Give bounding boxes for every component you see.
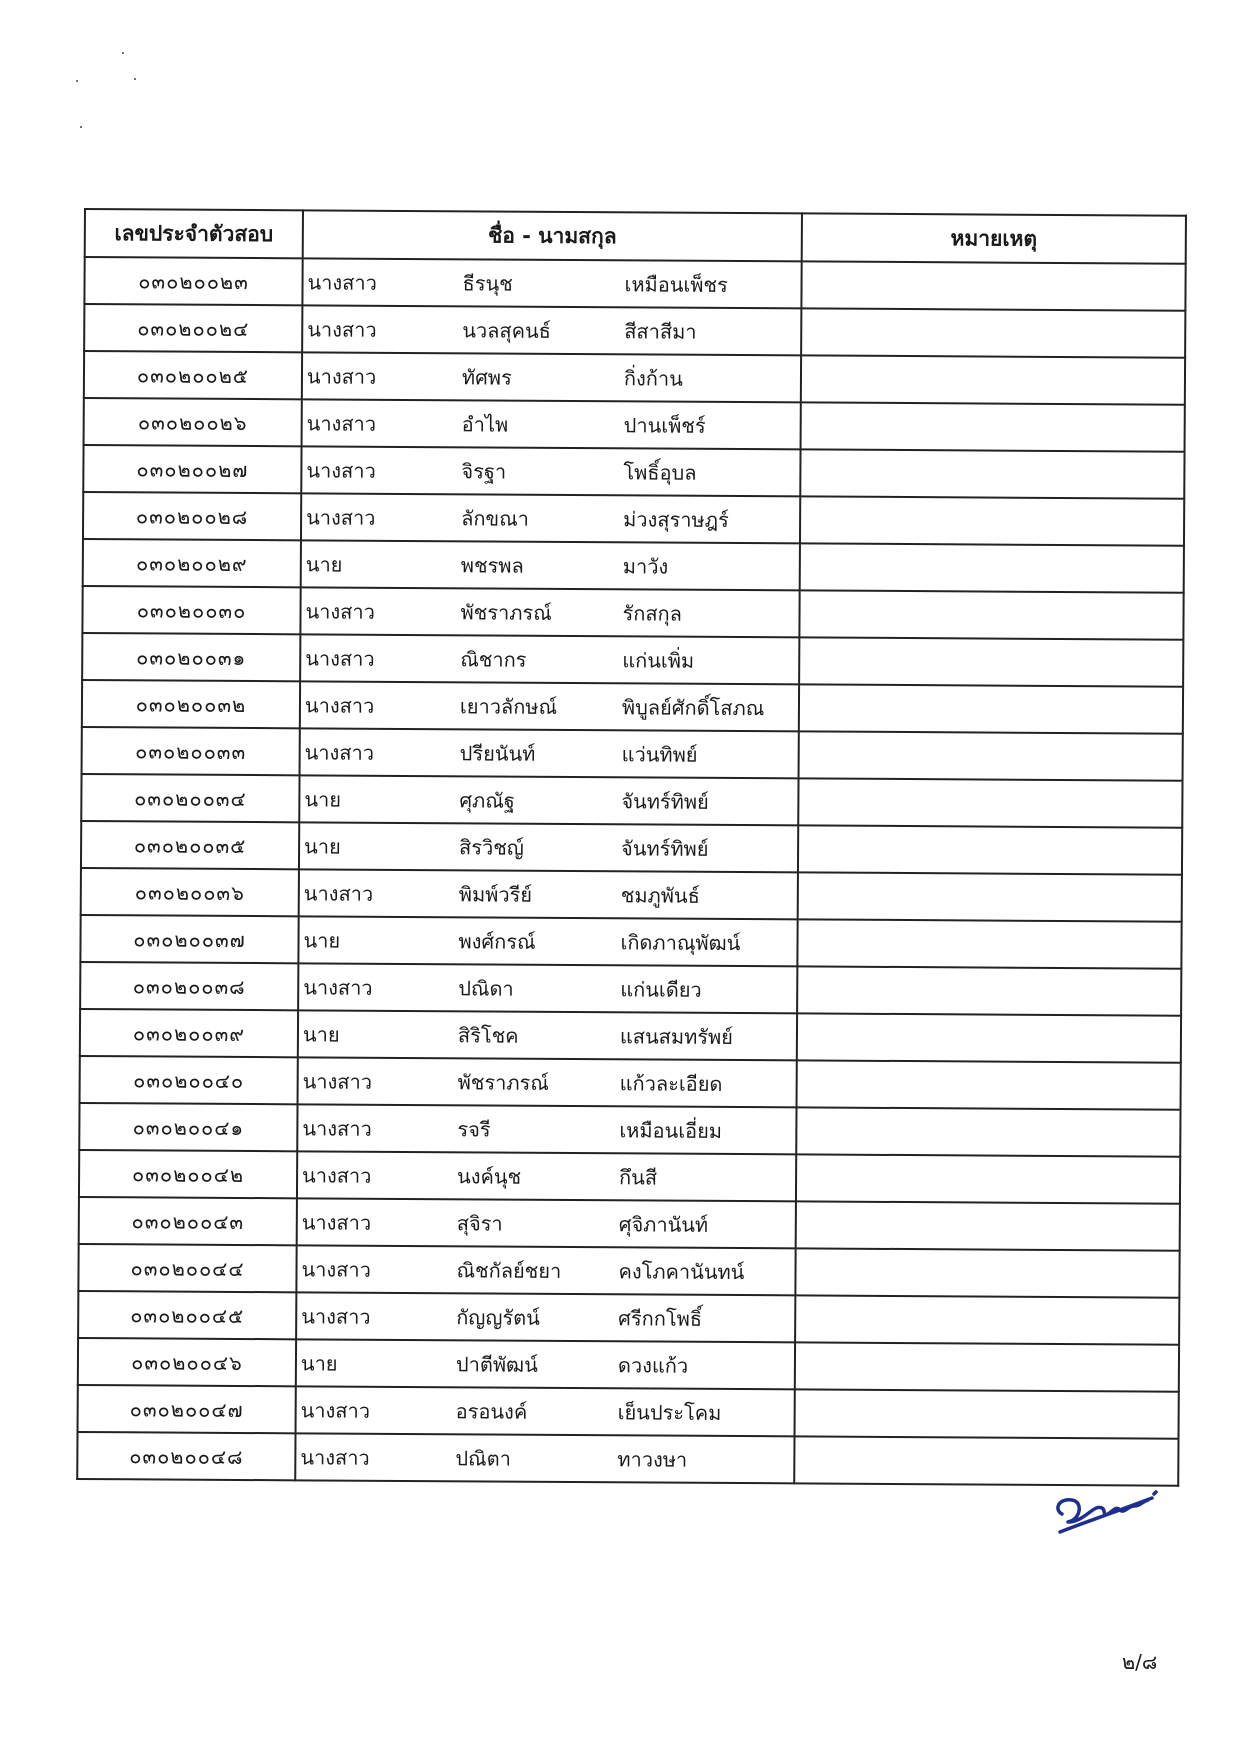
last-name: สีสาสีมา — [624, 318, 697, 344]
name-cell — [302, 305, 801, 355]
name-cell — [301, 446, 800, 496]
name-prefix: นาย — [304, 833, 341, 859]
first-name: พัชราภรณ์ — [457, 1069, 549, 1095]
table-header-row — [85, 209, 1186, 264]
first-name: เยาวลักษณ์ — [459, 693, 558, 719]
remarks-cell — [801, 402, 1185, 451]
name-prefix: นางสาว — [300, 1397, 371, 1423]
exam-id-cell: ๐๓๐๒๐๐๒๕ — [84, 351, 302, 399]
exam-id-cell: ๐๓๐๒๐๐๓๔ — [81, 774, 299, 822]
last-name: แว่นทิพย์ — [621, 741, 698, 767]
remarks-cell — [798, 825, 1182, 874]
table-row — [83, 539, 1184, 593]
first-name: ทัศพร — [461, 364, 512, 390]
remarks-cell — [794, 1436, 1178, 1485]
remarks-cell — [800, 543, 1184, 592]
name-prefix: นางสาว — [301, 1256, 371, 1282]
last-name: ปานเพ็ชร์ — [623, 412, 706, 438]
first-name: ธีรนุช — [462, 270, 513, 296]
table-row — [78, 1244, 1179, 1298]
remarks-cell — [796, 1107, 1180, 1156]
exam-id-cell: ๐๓๐๒๐๐๔๔ — [78, 1244, 296, 1292]
name-prefix: นางสาว — [307, 316, 377, 342]
name-cell — [297, 1198, 796, 1248]
exam-id-cell: ๐๓๐๒๐๐๒๗ — [83, 445, 301, 493]
table-row — [78, 1291, 1179, 1345]
first-name: สิริโชค — [457, 1022, 519, 1048]
table-row — [81, 774, 1182, 828]
name-prefix: นาย — [305, 551, 343, 577]
remarks-cell — [798, 872, 1182, 921]
table-row — [83, 492, 1184, 546]
name-cell — [296, 1292, 795, 1342]
exam-id-cell: ๐๓๐๒๐๐๔๒ — [79, 1150, 297, 1198]
name-prefix: นางสาว — [301, 1209, 372, 1235]
name-cell — [302, 399, 801, 449]
exam-id-cell: ๐๓๐๒๐๐๓๓ — [82, 727, 300, 775]
table-row — [84, 257, 1185, 311]
last-name: จันทร์ทิพย์ — [621, 835, 709, 861]
exam-id-cell: ๐๓๐๒๐๐๒๙ — [83, 539, 301, 587]
name-cell — [298, 916, 797, 966]
remarks-cell — [795, 1295, 1179, 1344]
remarks-cell — [801, 355, 1185, 404]
last-name: ชมภูพันธ์ — [620, 882, 700, 908]
name-prefix: นางสาว — [305, 598, 375, 624]
name-cell — [299, 869, 798, 919]
first-name: สุจิรา — [456, 1210, 503, 1236]
table-row — [79, 1150, 1180, 1204]
name-cell — [296, 1386, 795, 1436]
table-row — [78, 1385, 1179, 1439]
last-name: แก่นเพิ่ม — [622, 647, 695, 673]
table-row — [82, 727, 1183, 781]
name-cell — [295, 1433, 794, 1483]
scan-specks — [0, 0, 200, 160]
name-cell — [298, 1057, 797, 1107]
first-name: ลักขณา — [461, 505, 530, 531]
exam-id-cell: ๐๓๐๒๐๐๔๗ — [78, 1385, 296, 1433]
remarks-cell — [797, 1013, 1181, 1062]
exam-id-cell: ๐๓๐๒๐๐๔๖ — [78, 1338, 296, 1386]
remarks-cell — [798, 778, 1182, 827]
exam-id-cell: ๐๓๐๒๐๐๒๔ — [84, 304, 302, 352]
last-name: ดวงแก้ว — [617, 1352, 689, 1378]
name-cell — [300, 728, 799, 778]
exam-id-cell: ๐๓๐๒๐๐๒๖ — [84, 398, 302, 446]
table-row — [80, 915, 1181, 969]
exam-id-cell: ๐๓๐๒๐๐๔๘ — [77, 1432, 295, 1480]
first-name: อรอนงค์ — [455, 1398, 528, 1424]
exam-id-cell: ๐๓๐๒๐๐๒๓ — [84, 257, 302, 305]
exam-id-cell: ๐๓๐๒๐๐๓๒ — [82, 680, 300, 728]
name-prefix: นางสาว — [307, 269, 377, 295]
page-number: ๒/๘ — [1122, 1650, 1158, 1674]
name-prefix: นางสาว — [303, 880, 374, 906]
exam-id-cell: ๐๓๐๒๐๐๔๓ — [79, 1197, 297, 1245]
name-prefix: นาย — [304, 786, 342, 812]
last-name: ศุจิภานันท์ — [618, 1211, 709, 1237]
header-exam-id: เลขประจำตัวสอบ — [85, 209, 303, 258]
name-cell — [302, 258, 801, 308]
name-cell — [301, 540, 800, 590]
exam-id-cell: ๐๓๐๒๐๐๓๗ — [80, 915, 298, 963]
exam-id-cell: ๐๓๐๒๐๐๓๙ — [80, 1009, 298, 1057]
last-name: เหมือนเพ็ชร — [624, 271, 728, 297]
last-name: เย็นประโคม — [617, 1399, 722, 1425]
first-name: นวลสุคนธ์ — [462, 317, 551, 343]
first-name: อำไพ — [461, 411, 509, 437]
first-name: พัชราภรณ์ — [460, 599, 552, 625]
table-row — [82, 680, 1183, 734]
exam-roster-table — [76, 208, 1187, 1487]
name-cell — [302, 352, 801, 402]
name-cell — [298, 1010, 797, 1060]
first-name: ศุภณัฐ — [459, 787, 515, 813]
name-prefix: นางสาว — [304, 739, 375, 765]
table-row — [84, 351, 1185, 405]
remarks-cell — [797, 1060, 1181, 1109]
name-prefix: นางสาว — [301, 1303, 371, 1329]
exam-id-cell: ๐๓๐๒๐๐๓๕ — [81, 821, 299, 869]
name-prefix: นาย — [303, 927, 341, 953]
header-remarks: หมายเหตุ — [802, 213, 1186, 263]
remarks-cell — [795, 1248, 1179, 1297]
first-name: ปาตีพัฒน์ — [455, 1351, 538, 1377]
name-cell — [301, 493, 800, 543]
name-cell — [296, 1245, 795, 1295]
table-row — [80, 1009, 1181, 1063]
first-name: จิรฐา — [461, 458, 507, 484]
last-name: จันทร์ทิพย์ — [621, 788, 709, 814]
exam-id-cell: ๐๓๐๒๐๐๓๑ — [82, 633, 300, 681]
first-name: ณิชากร — [460, 646, 527, 672]
remarks-cell — [795, 1389, 1179, 1438]
first-name: ปรียนันท์ — [459, 740, 536, 766]
exam-id-cell: ๐๓๐๒๐๐๒๘ — [83, 492, 301, 540]
name-prefix: นางสาว — [302, 1068, 373, 1094]
last-name: ม่วงสุราษฎร์ — [623, 506, 729, 532]
name-cell — [298, 963, 797, 1013]
exam-id-cell: ๐๓๐๒๐๐๔๐ — [80, 1056, 298, 1104]
name-cell — [297, 1104, 796, 1154]
name-cell — [299, 822, 798, 872]
table-row — [80, 962, 1181, 1016]
last-name: คงโภคานันทน์ — [618, 1258, 745, 1284]
name-prefix: นางสาว — [306, 410, 377, 436]
table-row — [84, 304, 1185, 358]
name-prefix: นางสาว — [302, 1115, 372, 1141]
first-name: สิรวิชญ์ — [459, 834, 524, 860]
last-name: มาวัง — [622, 553, 669, 579]
first-name: พชรพล — [460, 552, 524, 578]
remarks-cell — [801, 308, 1185, 357]
first-name: นงค์นุช — [457, 1163, 522, 1189]
table-row — [83, 445, 1184, 499]
remarks-cell — [799, 637, 1183, 686]
remarks-cell — [801, 261, 1185, 310]
remarks-cell — [799, 731, 1183, 780]
remarks-cell — [795, 1342, 1179, 1391]
remarks-cell — [796, 1154, 1180, 1203]
name-prefix: นางสาว — [305, 645, 375, 671]
first-name: รจรี — [457, 1116, 491, 1142]
name-cell — [299, 775, 798, 825]
name-prefix: นางสาว — [304, 692, 375, 718]
last-name: เหมือนเอี่ยม — [619, 1117, 723, 1143]
last-name: แก้วละเอียด — [619, 1070, 723, 1096]
last-name: แก่นเดียว — [620, 976, 702, 1002]
exam-id-cell: ๐๓๐๒๐๐๓๐ — [82, 586, 300, 634]
name-prefix: นาย — [302, 1021, 340, 1047]
table-row — [77, 1432, 1178, 1486]
table-row — [81, 821, 1182, 875]
name-prefix: นางสาว — [306, 457, 376, 483]
table-row — [81, 868, 1182, 922]
remarks-cell — [799, 684, 1183, 733]
table-row — [79, 1197, 1180, 1251]
name-cell — [300, 681, 799, 731]
last-name: ทาวงษา — [617, 1446, 688, 1472]
remarks-cell — [797, 966, 1181, 1015]
name-prefix: นางสาว — [306, 504, 376, 530]
name-cell — [297, 1151, 796, 1201]
table-row — [78, 1338, 1179, 1392]
first-name: ณิชกัลย์ชยา — [456, 1257, 562, 1283]
last-name: พิบูลย์ศักดิ์โสภณ — [621, 694, 765, 720]
remarks-cell — [800, 449, 1184, 498]
signature — [1050, 1480, 1170, 1540]
last-name: กึนสี — [619, 1164, 658, 1190]
first-name: พิมพ์วรีย์ — [458, 881, 533, 907]
name-prefix: นางสาว — [303, 974, 373, 1000]
exam-id-cell: ๐๓๐๒๐๐๓๘ — [80, 962, 298, 1010]
name-prefix: นางสาว — [302, 1162, 372, 1188]
name-prefix: นางสาว — [300, 1444, 370, 1470]
first-name: กัญญรัตน์ — [456, 1304, 540, 1330]
table-row — [80, 1056, 1181, 1110]
table-row — [82, 586, 1183, 640]
exam-id-cell: ๐๓๐๒๐๐๓๖ — [81, 868, 299, 916]
last-name: รักสกุล — [622, 600, 683, 626]
table-row — [84, 398, 1185, 452]
last-name: แสนสมทรัพย์ — [619, 1023, 734, 1049]
remarks-cell — [799, 590, 1183, 639]
name-prefix: นางสาว — [306, 363, 377, 389]
remarks-cell — [796, 1201, 1180, 1250]
first-name: ปณิดา — [458, 975, 514, 1001]
last-name: โพธิ์อุบล — [623, 459, 697, 485]
name-cell — [296, 1339, 795, 1389]
exam-id-cell: ๐๓๐๒๐๐๔๕ — [78, 1291, 296, 1339]
name-cell — [300, 587, 799, 637]
name-cell — [300, 634, 799, 684]
last-name: เกิดภาณุพัฒน์ — [620, 929, 741, 955]
exam-id-cell: ๐๓๐๒๐๐๔๑ — [79, 1103, 297, 1151]
last-name: ศรีกกโพธิ์ — [618, 1305, 703, 1331]
first-name: ปณิตา — [455, 1445, 511, 1471]
remarks-cell — [800, 496, 1184, 545]
table-row — [82, 633, 1183, 687]
last-name: กิ่งก้าน — [623, 365, 683, 391]
remarks-cell — [797, 919, 1181, 968]
table-row — [79, 1103, 1180, 1157]
first-name: พงศ์กรณ์ — [458, 928, 536, 954]
header-full-name: ชื่อ - นามสกุล — [303, 210, 802, 261]
name-prefix: นาย — [300, 1350, 338, 1376]
